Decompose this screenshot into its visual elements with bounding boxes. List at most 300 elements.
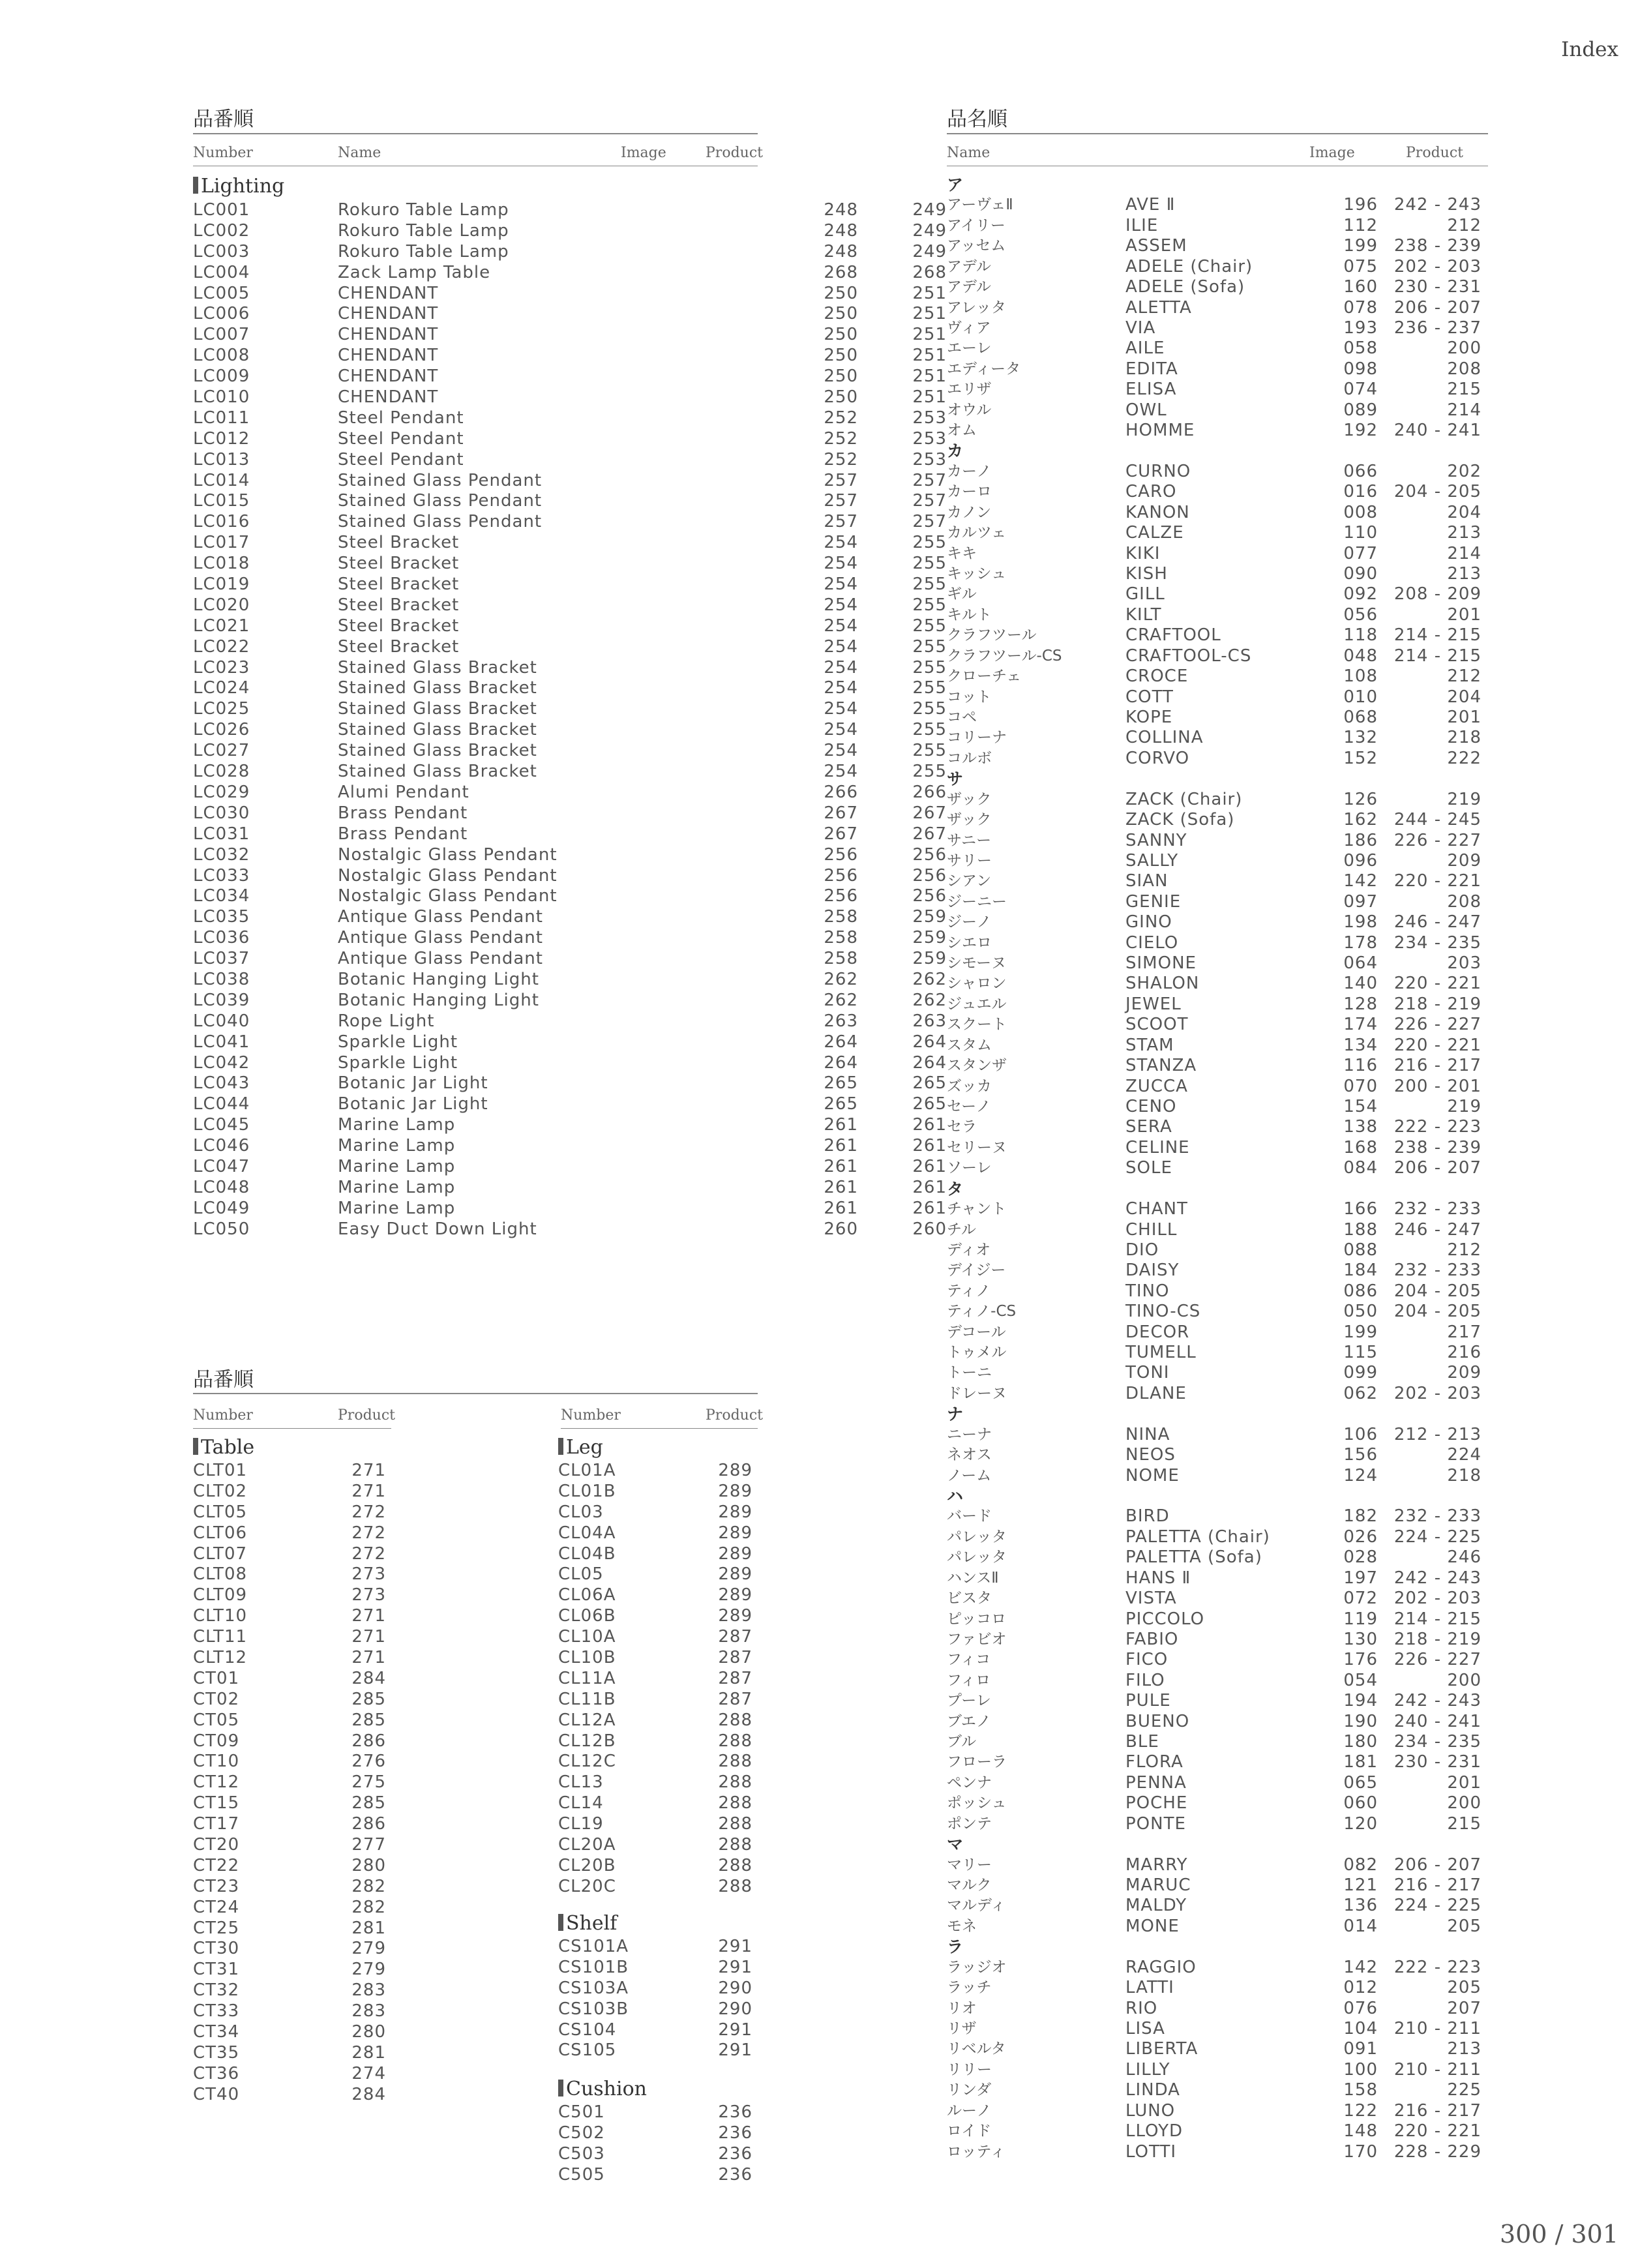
list-item (193, 1752, 395, 1772)
product-page: 220 - 221 (1393, 1035, 1482, 1055)
list-item (947, 216, 1488, 236)
list-item (193, 2022, 395, 2043)
jp-name: カーノ (947, 462, 992, 480)
image-page: 028 (1343, 1547, 1378, 1568)
product-page: 205 (1447, 1978, 1482, 1998)
product-page: 232 - 233 (1393, 1261, 1482, 1281)
lighting-image: 254 (824, 595, 858, 615)
roman-name: EDITA (1125, 359, 1178, 379)
list-item (193, 1772, 395, 1793)
lighting-name: CHENDANT (338, 304, 439, 324)
part-product: 286 (351, 1731, 386, 1751)
lighting-number: LC049 (193, 1198, 250, 1218)
image-page: 166 (1343, 1199, 1378, 1219)
list-item (947, 318, 1488, 338)
part-product: 289 (718, 1502, 752, 1522)
lighting-product: 251 (912, 304, 947, 324)
image-page: 086 (1343, 1281, 1378, 1301)
lighting-product: 259 (912, 928, 947, 948)
part-number: CS101A (558, 1937, 629, 1956)
roman-name: TUMELL (1125, 1343, 1197, 1363)
image-page: 158 (1343, 2080, 1378, 2100)
list-item (193, 1648, 395, 1669)
table-row (193, 636, 947, 658)
lighting-product: 251 (912, 283, 947, 303)
product-page: 201 (1447, 604, 1482, 625)
roman-name: BIRD (1125, 1506, 1170, 1527)
list-item (947, 790, 1488, 810)
jp-name: ニーナ (947, 1425, 992, 1443)
part-number: CT23 (193, 1876, 240, 1896)
product-page: 232 - 233 (1393, 1199, 1482, 1219)
image-page: 140 (1343, 974, 1378, 994)
jp-name: プーレ (947, 1692, 991, 1710)
lighting-product: 261 (912, 1177, 947, 1197)
image-page: 092 (1343, 584, 1378, 604)
part-product: 288 (718, 1772, 752, 1793)
table-row (193, 886, 947, 907)
part-product: 275 (351, 1772, 386, 1793)
lighting-number: LC044 (193, 1094, 250, 1114)
product-page: 200 (1447, 1670, 1482, 1690)
lighting-name: Rokuro Table Lamp (338, 241, 509, 261)
lighting-product: 249 (912, 220, 947, 241)
list-item (193, 1731, 395, 1752)
image-page: 148 (1343, 2121, 1378, 2141)
lighting-number: LC022 (193, 636, 250, 657)
part-product: 291 (718, 2020, 752, 2040)
part-product: 285 (351, 1793, 386, 1813)
jp-name: サリー (947, 852, 992, 869)
product-page: 218 - 219 (1393, 1629, 1482, 1649)
product-page: 213 (1447, 564, 1482, 584)
lighting-product: 255 (912, 699, 947, 719)
list-item (947, 1240, 1488, 1261)
list-item (193, 1606, 395, 1627)
roman-name: LINDA (1125, 2080, 1180, 2100)
lighting-image: 248 (824, 241, 858, 261)
part-product: 285 (351, 1710, 386, 1730)
jp-name: ティノ-CS (947, 1303, 1017, 1321)
lighting-image: 258 (824, 949, 858, 969)
image-page: 118 (1343, 625, 1378, 646)
jp-name: ブエノ (947, 1712, 991, 1730)
list-item (558, 1690, 760, 1710)
jp-name: クラフツール-CS (947, 647, 1062, 664)
lighting-product: 249 (912, 241, 947, 261)
roman-name: KILT (1125, 604, 1162, 625)
lighting-name: Stained Glass Bracket (338, 762, 537, 782)
image-page: 193 (1343, 318, 1378, 338)
list-item (947, 523, 1488, 543)
table-row (193, 554, 947, 574)
table-row (193, 200, 947, 221)
part-number: CLT01 (193, 1461, 248, 1480)
product-page: 204 - 205 (1393, 482, 1482, 502)
jp-name: ビスタ (947, 1590, 992, 1607)
lighting-image: 261 (824, 1136, 858, 1156)
list-item (193, 2043, 395, 2064)
list-item (947, 1261, 1488, 1281)
list-item (947, 1117, 1488, 1137)
lighting-image: 254 (824, 616, 858, 636)
list-item (947, 810, 1488, 830)
jp-name: フィロ (947, 1671, 991, 1689)
kana-group-heading: サ (947, 769, 964, 789)
table-row (193, 1219, 947, 1240)
part-number: C502 (558, 2123, 605, 2143)
name-col-product: Product (1406, 145, 1463, 161)
parts-table-list (193, 1461, 395, 2106)
image-page: 076 (1343, 1998, 1378, 2018)
image-page: 142 (1343, 871, 1378, 891)
part-product: 277 (351, 1835, 386, 1855)
running-header: Index (1561, 38, 1618, 61)
jp-name: ラッジオ (947, 1958, 1007, 1976)
product-page: 240 - 241 (1393, 1711, 1482, 1731)
product-page: 202 - 203 (1393, 256, 1482, 276)
roman-name: PULE (1125, 1691, 1171, 1711)
roman-name: CRAFTOOL-CS (1125, 646, 1252, 666)
lighting-product: 257 (912, 512, 947, 532)
lighting-number: LC037 (193, 949, 250, 969)
category-heading-table: Table (193, 1436, 254, 1459)
image-page: 096 (1343, 850, 1378, 871)
category-bar-icon (558, 1438, 563, 1455)
product-page: 216 (1447, 1343, 1482, 1363)
image-page: 099 (1343, 1363, 1378, 1383)
table-row (193, 803, 947, 824)
list-item (947, 1506, 1488, 1527)
lighting-number: LC035 (193, 907, 250, 927)
list-item (947, 2142, 1488, 2162)
product-page: 222 (1447, 748, 1482, 768)
table-row (193, 1011, 947, 1032)
jp-name: オム (947, 422, 977, 440)
lighting-number: LC006 (193, 304, 250, 324)
image-page: 120 (1343, 1813, 1378, 1834)
product-page: 208 (1447, 891, 1482, 912)
product-page: 246 - 247 (1393, 1219, 1482, 1240)
image-page: 160 (1343, 277, 1378, 297)
lighting-number: LC010 (193, 387, 250, 408)
jp-name: セーノ (947, 1097, 991, 1115)
part-number: CLT02 (193, 1481, 248, 1501)
product-page: 214 - 215 (1393, 1609, 1482, 1629)
name-section-title: 品名順 (947, 108, 1007, 131)
list-item (947, 974, 1488, 994)
product-page: 202 (1447, 461, 1482, 481)
roman-name: RIO (1125, 1998, 1158, 2018)
jp-name: コルボ (947, 749, 992, 767)
part-number: CL04B (558, 1544, 616, 1564)
lighting-number: LC034 (193, 886, 250, 906)
list-item (947, 1281, 1488, 1302)
part-number: CLT05 (193, 1502, 248, 1522)
lighting-number: LC001 (193, 200, 250, 220)
table-row (193, 346, 947, 366)
image-page: 072 (1343, 1589, 1378, 1609)
lighting-image: 248 (824, 220, 858, 241)
image-page: 132 (1343, 728, 1378, 748)
list-item (947, 687, 1488, 708)
lighting-product: 249 (912, 200, 947, 220)
list-item (947, 257, 1488, 277)
list-item (947, 544, 1488, 564)
image-page: 192 (1343, 421, 1378, 441)
roman-name: ADELE (Sofa) (1125, 277, 1245, 297)
table-row (193, 408, 947, 429)
jp-name: クローチェ (947, 668, 1022, 685)
lighting-name: Sparkle Light (338, 1052, 458, 1073)
lighting-image: 257 (824, 470, 858, 490)
lighting-product: 257 (912, 470, 947, 490)
product-page: 230 - 231 (1393, 277, 1482, 297)
roman-name: SERA (1125, 1117, 1172, 1137)
lighting-image: 257 (824, 491, 858, 511)
list-item (558, 1731, 760, 1752)
image-page: 121 (1343, 1875, 1378, 1896)
image-page: 115 (1343, 1343, 1378, 1363)
roman-name: STANZA (1125, 1056, 1197, 1076)
lighting-name: Brass Pendant (338, 824, 468, 844)
lighting-product: 261 (912, 1115, 947, 1135)
part-number: CL20A (558, 1835, 616, 1855)
part-product: 288 (718, 1855, 752, 1875)
jp-name: エディータ (947, 360, 1021, 378)
image-page: 026 (1343, 1527, 1378, 1547)
table-row (193, 470, 947, 492)
lighting-number: LC031 (193, 824, 250, 844)
lighting-product: 267 (912, 824, 947, 844)
lighting-number: LC002 (193, 220, 250, 241)
part-product: 236 (718, 2164, 752, 2185)
roman-name: CIELO (1125, 933, 1179, 953)
list-item (947, 1384, 1488, 1404)
list-item (193, 1461, 395, 1482)
part-number: CL05 (558, 1564, 604, 1585)
jp-name: モネ (947, 1917, 977, 1935)
lighting-col-number: Number (193, 145, 253, 161)
roman-name: SANNY (1125, 830, 1187, 850)
lighting-name: Nostalgic Glass Pendant (338, 886, 558, 906)
product-page: 218 (1447, 1465, 1482, 1485)
image-page: 110 (1343, 523, 1378, 543)
lighting-product: 267 (912, 803, 947, 823)
table-row (193, 969, 947, 991)
product-page: 219 (1447, 1096, 1482, 1116)
roman-name: GILL (1125, 584, 1165, 604)
jp-name: ペンナ (947, 1774, 992, 1791)
jp-name: ジーニー (947, 893, 1007, 910)
list-item (947, 1445, 1488, 1465)
table-row (193, 220, 947, 242)
lighting-product: 266 (912, 782, 947, 802)
roman-name: KOPE (1125, 707, 1173, 727)
part-product: 272 (351, 1523, 386, 1543)
table-row (193, 678, 947, 699)
roman-name: ZACK (Chair) (1125, 789, 1243, 809)
jp-name: デコール (947, 1323, 1006, 1341)
lighting-product: 260 (912, 1219, 947, 1239)
list-item (193, 1856, 395, 1877)
lighting-number: LC004 (193, 262, 250, 282)
product-page: 224 - 225 (1393, 1527, 1482, 1547)
product-page: 244 - 245 (1393, 810, 1482, 830)
roman-name: AVE Ⅱ (1125, 195, 1176, 215)
lighting-image: 263 (824, 1011, 858, 1031)
lighting-product: 255 (912, 657, 947, 678)
lighting-number: LC003 (193, 241, 250, 261)
product-page: 209 (1447, 850, 1482, 871)
image-page: 162 (1343, 810, 1378, 830)
lighting-product: 251 (912, 366, 947, 387)
roman-name: LATTI (1125, 1978, 1174, 1998)
part-number: CS101B (558, 1957, 629, 1977)
lighting-number: LC005 (193, 283, 250, 303)
list-item (947, 708, 1488, 728)
lighting-number: LC038 (193, 969, 250, 989)
list-item (947, 912, 1488, 933)
product-page: 228 - 229 (1393, 2141, 1482, 2162)
lighting-number: LC027 (193, 741, 250, 761)
lighting-number: LC030 (193, 803, 250, 823)
part-number: CL06A (558, 1585, 616, 1605)
product-page: 203 (1447, 953, 1482, 974)
list-item (558, 1835, 760, 1856)
roman-name: CELINE (1125, 1137, 1190, 1157)
product-page: 210 - 211 (1393, 2018, 1482, 2038)
list-item (193, 2064, 395, 2085)
lighting-product: 253 (912, 449, 947, 470)
part-product: 283 (351, 2001, 386, 2022)
lighting-product: 251 (912, 387, 947, 408)
roman-name: TONI (1125, 1363, 1170, 1383)
image-page: 119 (1343, 1609, 1378, 1629)
image-page: 152 (1343, 748, 1378, 768)
lighting-name: Botanic Hanging Light (338, 990, 539, 1010)
part-product: 288 (718, 1876, 752, 1896)
lighting-product: 265 (912, 1073, 947, 1094)
product-page: 214 - 215 (1393, 646, 1482, 666)
lighting-product: 255 (912, 616, 947, 636)
lighting-number: LC019 (193, 574, 250, 595)
lighting-product: 259 (912, 907, 947, 927)
image-page: 188 (1343, 1219, 1378, 1240)
part-number: CL13 (558, 1772, 604, 1793)
list-item (558, 1999, 760, 2020)
roman-name: SIAN (1125, 871, 1169, 891)
part-number: CS105 (558, 2040, 617, 2061)
list-item (558, 1648, 760, 1669)
roman-name: COLLINA (1125, 728, 1204, 748)
jp-name: オウル (947, 401, 992, 419)
list-item (558, 1814, 760, 1835)
jp-name: リオ (947, 1999, 977, 2017)
list-item (558, 1564, 760, 1585)
jp-name: デイジー (947, 1262, 1006, 1279)
category-bar-icon (558, 2080, 563, 2096)
roman-name: OWL (1125, 400, 1167, 420)
lighting-number: LC040 (193, 1011, 250, 1031)
part-number: CLT09 (193, 1585, 248, 1605)
lighting-number: LC012 (193, 428, 250, 449)
part-product: 282 (351, 1897, 386, 1917)
roman-name: CORVO (1125, 748, 1190, 768)
jp-name: フローラ (947, 1753, 1007, 1771)
product-page: 214 (1447, 400, 1482, 420)
lighting-name: CHENDANT (338, 325, 439, 345)
lighting-number: LC021 (193, 616, 250, 636)
parts-shelf-list (558, 1937, 760, 2061)
roman-name: SALLY (1125, 850, 1179, 871)
image-page: 062 (1343, 1383, 1378, 1403)
list-item (193, 1814, 395, 1835)
lighting-number: LC048 (193, 1177, 250, 1197)
list-item (947, 1036, 1488, 1056)
lighting-number: LC050 (193, 1219, 250, 1239)
image-page: 170 (1343, 2141, 1378, 2162)
jp-name: ザック (947, 811, 992, 829)
part-product: 271 (351, 1606, 386, 1626)
table-row (193, 782, 947, 803)
list-item (558, 1606, 760, 1627)
jp-name: ハンスⅡ (947, 1569, 999, 1587)
list-item (947, 2060, 1488, 2080)
part-product: 279 (351, 1960, 386, 1980)
image-page: 108 (1343, 666, 1378, 687)
product-page: 200 (1447, 1793, 1482, 1813)
part-number: CS103A (558, 1978, 629, 1998)
roman-name: FILO (1125, 1670, 1165, 1690)
table-row (193, 928, 947, 949)
jp-name: パレッタ (947, 1549, 1007, 1566)
part-number: CT24 (193, 1897, 240, 1917)
part-product: 284 (351, 1668, 386, 1688)
list-item (947, 482, 1488, 502)
roman-name: STAM (1125, 1035, 1174, 1055)
product-page: 216 - 217 (1393, 1875, 1482, 1896)
lighting-name: Steel Bracket (338, 554, 460, 574)
part-product: 290 (718, 1978, 752, 1998)
product-page: 204 - 205 (1393, 1281, 1482, 1301)
part-number: CLT12 (193, 1648, 248, 1668)
part-product: 236 (718, 2143, 752, 2164)
roman-name: LUNO (1125, 2100, 1176, 2121)
list-item (558, 1937, 760, 1958)
jp-name: コペ (947, 708, 977, 726)
list-item (193, 1544, 395, 1565)
list-item (947, 1466, 1488, 1486)
roman-name: MARUC (1125, 1875, 1191, 1896)
kana-group-heading: ナ (947, 1405, 964, 1424)
roman-name: LILLY (1125, 2059, 1170, 2080)
roman-name: CHANT (1125, 1199, 1188, 1219)
table-row (193, 741, 947, 762)
list-item (947, 831, 1488, 851)
product-page: 206 - 207 (1393, 297, 1482, 318)
roman-name: ILIE (1125, 215, 1159, 235)
jp-name: ポンテ (947, 1815, 992, 1832)
part-number: CL14 (558, 1793, 604, 1813)
product-page: 200 (1447, 338, 1482, 359)
jp-name: セラ (947, 1118, 977, 1136)
image-page: 098 (1343, 359, 1378, 379)
jp-name: コット (947, 688, 992, 706)
jp-name: スクート (947, 1016, 1007, 1034)
jp-name: ギル (947, 586, 977, 603)
roman-name: SCOOT (1125, 1015, 1189, 1035)
